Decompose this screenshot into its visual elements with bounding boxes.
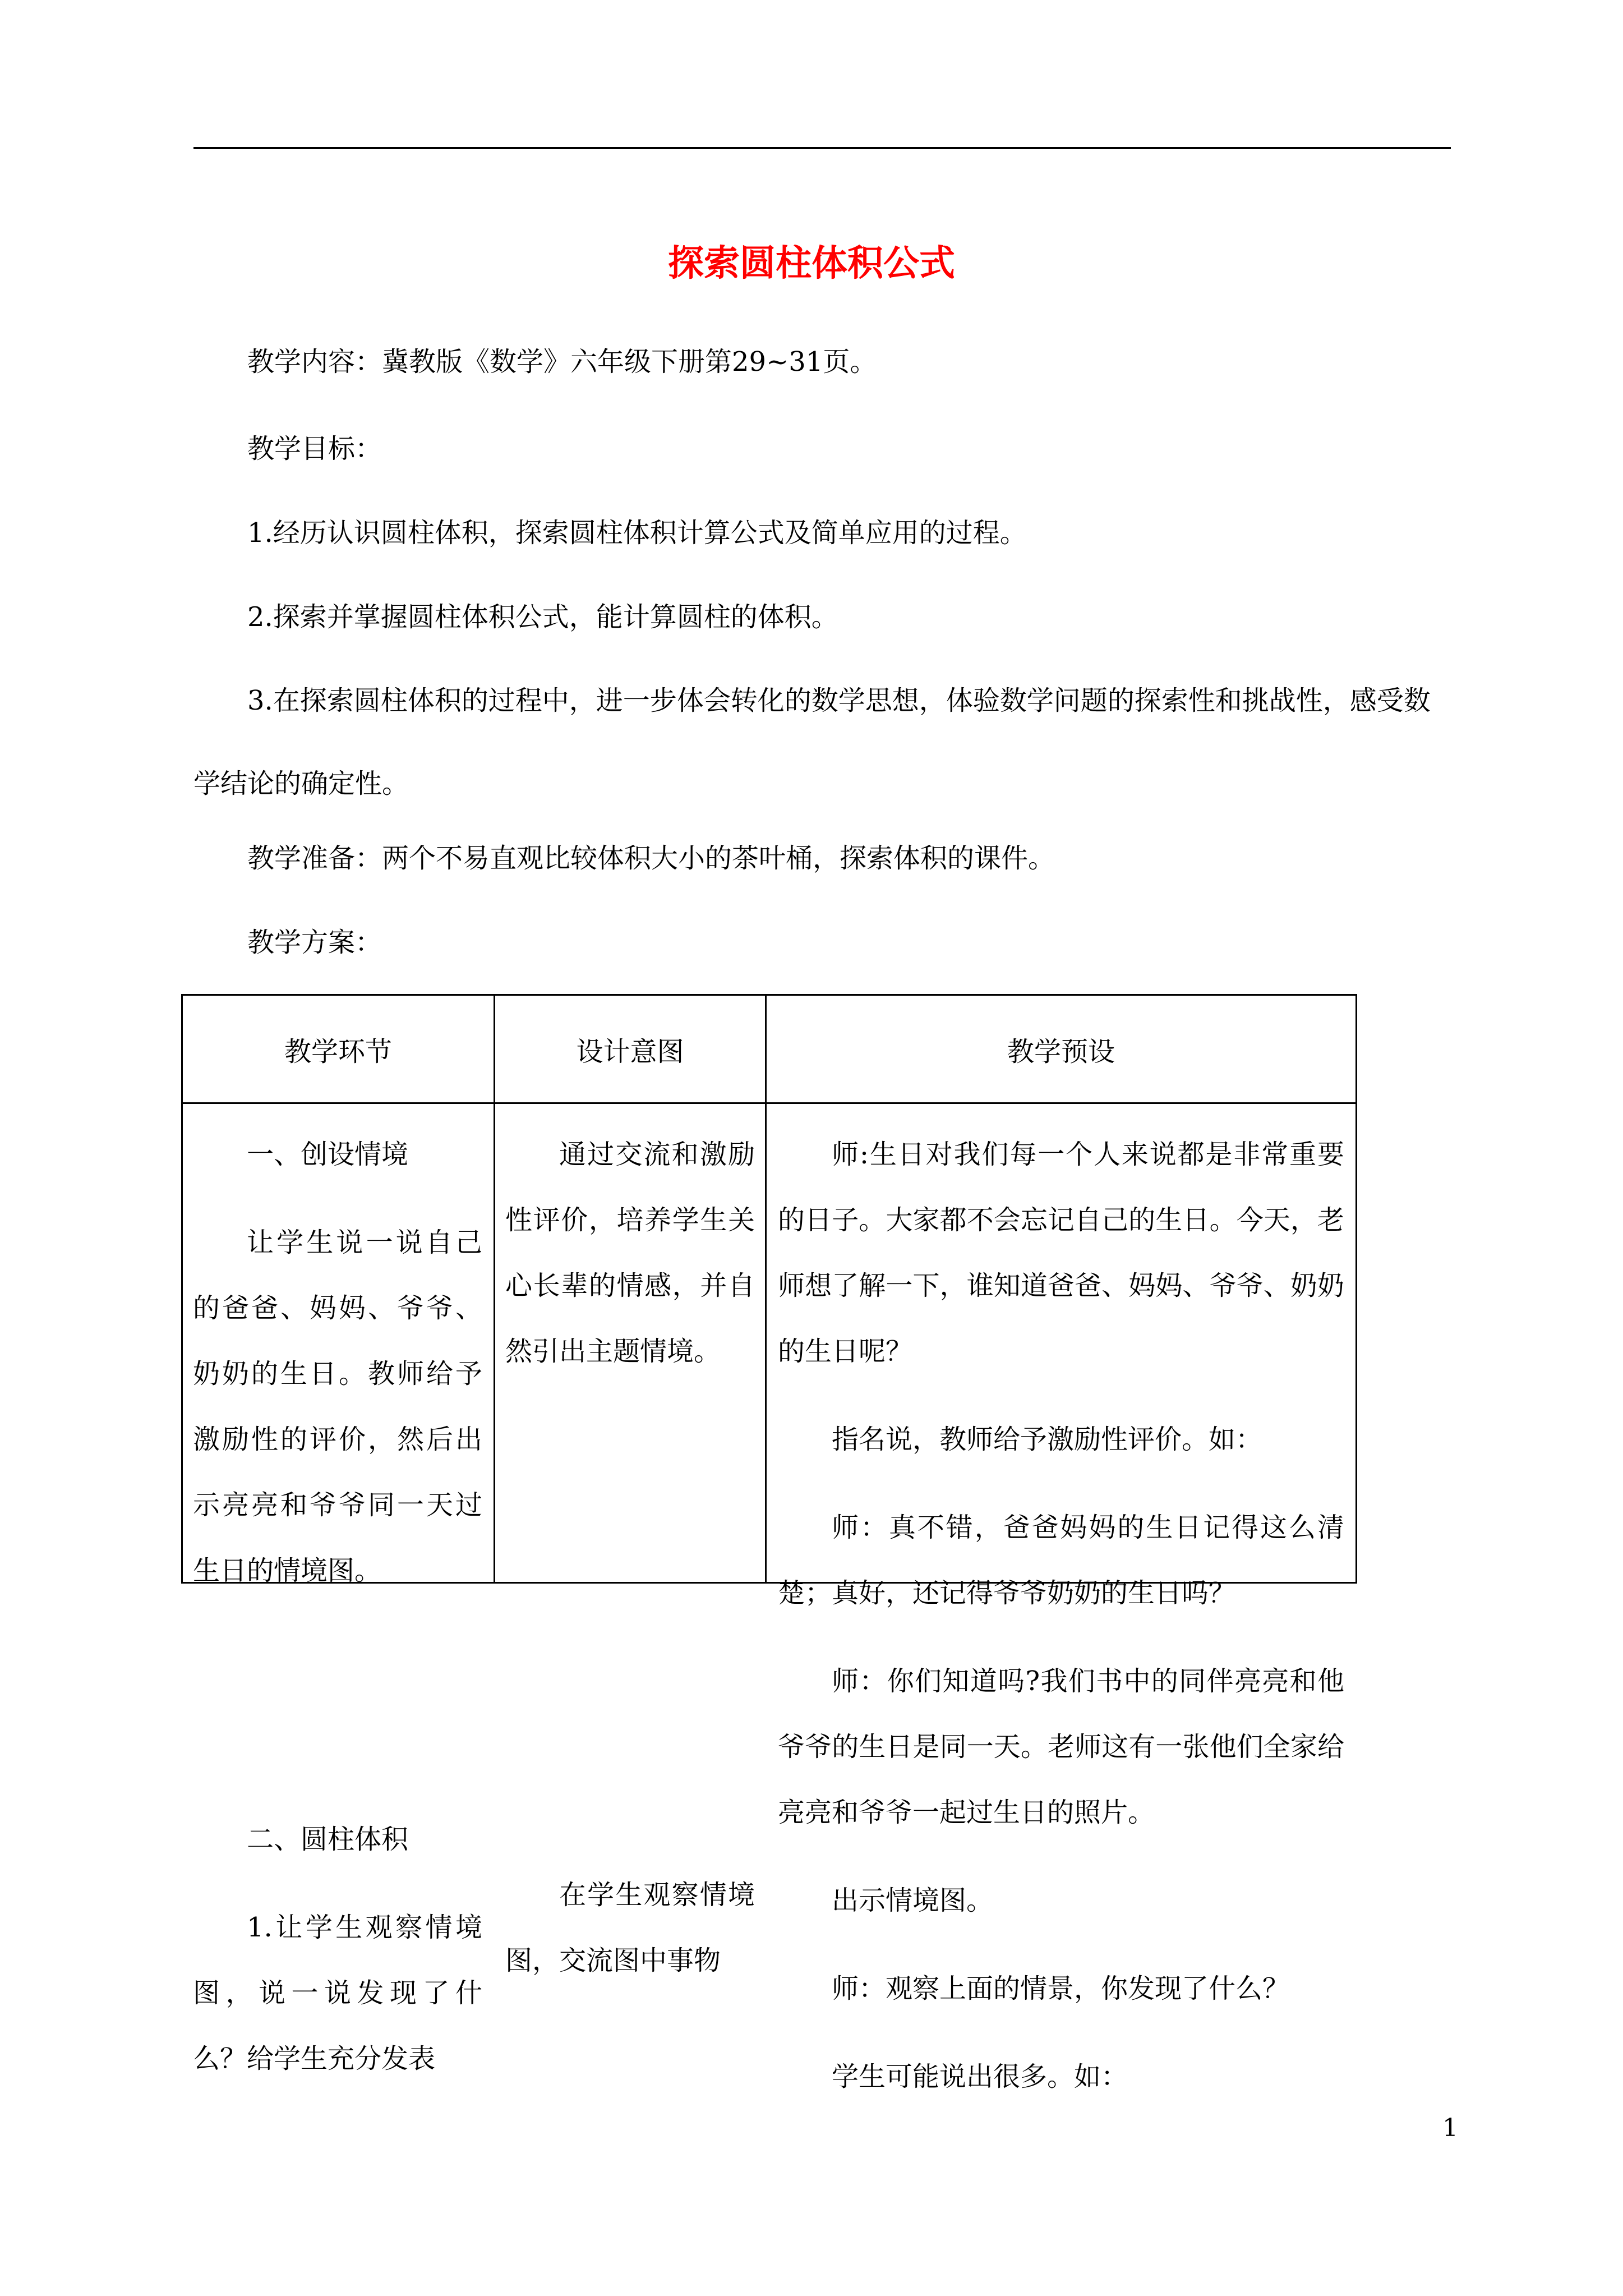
preset-paragraph: 师:生日对我们每一个人来说都是非常重要的日子。大家都不会忘记自己的生日。今天，老师想了解一下，谁知道爸爸、妈妈、爷爷、奶奶的生日呢？ <box>778 1139 1344 1367</box>
plan-heading: 教学方案： <box>247 927 382 958</box>
goal-item: 3.在探索圆柱体积的过程中，进一步体会转化的数学思想，体验数学问题的探索性和挑战性，感受数学结论的确定性。 <box>193 685 1431 799</box>
section-text: 让学生说一说自己的爸爸、妈妈、爷爷、奶奶的生日。教师给予激励性的评价，然后出示亮亮和爷爷同一天过生日的情境图。 <box>193 1227 482 1586</box>
teaching-preparation: 教学准备：两个不易直观比较体积大小的茶叶桶，探索体积的课件。 <box>247 843 1055 874</box>
preset-paragraph: 出示情境图。 <box>832 1885 994 1916</box>
teaching-content: 教学内容：冀教版《数学》六年级下册第29~31页。 <box>247 346 877 378</box>
page-number: 1 <box>1442 2114 1458 2142</box>
intent-text: 在学生观察情境图，交流图中事物 <box>505 1879 755 1976</box>
section-title: 二、圆柱体积 <box>247 1824 409 1855</box>
preset-paragraph: 师：观察上面的情景，你发现了什么？ <box>832 1973 1290 2004</box>
section-text: 1.让学生观察情境图，说一说发现了什么？给学生充分发表 <box>193 1912 482 2074</box>
teaching-plan-table <box>181 994 1357 2092</box>
header-teaching-preset: 教学预设 <box>766 995 1357 1103</box>
preset-paragraph: 师：真不错，爸爸妈妈的生日记得这么清楚；真好，还记得爷爷奶奶的生日吗？ <box>778 1512 1344 1609</box>
goals-heading: 教学目标： <box>247 433 382 464</box>
section-title: 一、创设情境 <box>247 1139 409 1170</box>
teaching-step-cell <box>182 1103 495 2074</box>
preset-paragraph: 学生可能说出很多。如： <box>832 2061 1128 2092</box>
header-teaching-step: 教学环节 <box>182 995 495 1103</box>
goal-item: 1.经历认识圆柱体积，探索圆柱体积计算公式及简单应用的过程。 <box>247 517 1027 549</box>
teaching-preset-cell <box>766 1103 1357 2092</box>
goal-item: 2.探索并掌握圆柱体积公式，能计算圆柱的体积。 <box>247 601 838 633</box>
intent-text: 通过交流和激励性评价，培养学生关心长辈的情感，并自然引出主题情境。 <box>505 1139 755 1367</box>
header-rule <box>193 147 1451 149</box>
header-design-intent: 设计意图 <box>495 995 766 1103</box>
table-header-row <box>182 995 1357 1103</box>
preset-paragraph: 师：你们知道吗?我们书中的同伴亮亮和他爷爷的生日是同一天。老师这有一张他们全家给亮亮和爷爷一起过生日的照片。 <box>778 1665 1344 1828</box>
document-title: 探索圆柱体积公式 <box>668 242 955 284</box>
preset-paragraph: 指名说，教师给予激励性评价。如： <box>832 1424 1263 1455</box>
design-intent-cell <box>495 1103 766 1976</box>
table-row <box>182 1103 1357 1583</box>
